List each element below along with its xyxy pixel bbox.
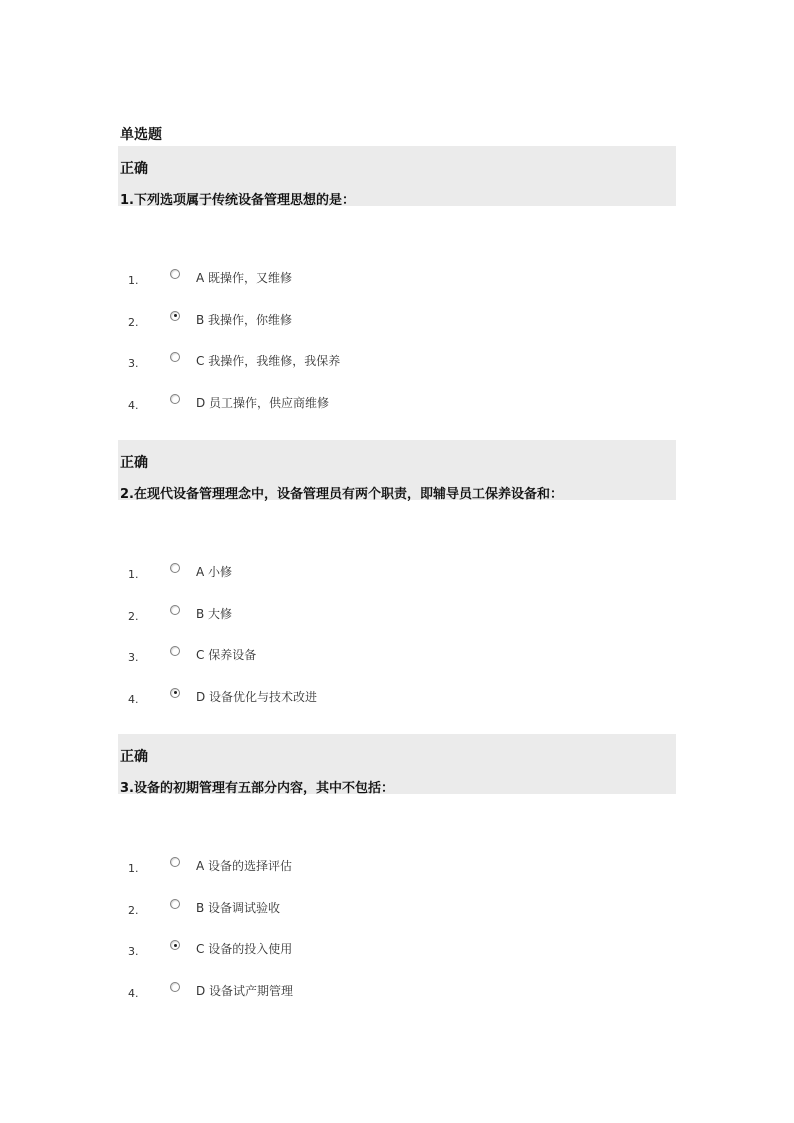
radio-button[interactable]: [170, 857, 180, 867]
option-number: 3.: [128, 945, 139, 958]
option-number: 2.: [128, 315, 139, 329]
option-number: 1.: [128, 862, 139, 875]
option-label: A 设备的选择评估: [196, 859, 293, 873]
radio-button[interactable]: [170, 605, 180, 615]
option-label: D 设备试产期管理: [196, 983, 294, 998]
radio-button[interactable]: [170, 352, 180, 362]
question-header: [118, 734, 676, 794]
option-item[interactable]: [118, 563, 676, 605]
option-item[interactable]: [118, 940, 676, 982]
question-header: [118, 146, 676, 206]
option-label: A 既操作，又维修: [196, 271, 293, 285]
option-label: C 设备的投入使用: [196, 942, 293, 956]
radio-button[interactable]: [170, 646, 180, 656]
answer-status: 正确: [120, 455, 148, 471]
option-label: B 设备调试验收: [196, 900, 281, 915]
option-item[interactable]: [118, 688, 676, 730]
option-list: [118, 563, 676, 729]
question-text: 3.设备的初期管理有五部分内容，其中不包括：: [120, 781, 394, 796]
option-number: 4.: [128, 398, 139, 412]
option-number: 2.: [128, 903, 139, 917]
answer-status: 正确: [120, 161, 148, 177]
question-block-1: [118, 146, 676, 435]
option-item[interactable]: [118, 269, 676, 311]
option-item[interactable]: [118, 605, 676, 647]
radio-button[interactable]: [170, 269, 180, 279]
radio-button-selected[interactable]: [170, 940, 180, 950]
option-item[interactable]: [118, 899, 676, 941]
option-number: 4.: [128, 986, 139, 1000]
option-item[interactable]: [118, 857, 676, 899]
option-number: 4.: [128, 692, 139, 706]
option-list: [118, 857, 676, 1023]
option-item[interactable]: [118, 352, 676, 394]
option-number: 3.: [128, 651, 139, 664]
option-label: A 小修: [196, 565, 233, 579]
radio-button-selected[interactable]: [170, 688, 180, 698]
radio-button-selected[interactable]: [170, 311, 180, 321]
option-number: 3.: [128, 357, 139, 370]
question-text: 1.下列选项属于传统设备管理思想的是：: [120, 193, 355, 208]
option-number: 1.: [128, 274, 139, 287]
option-item[interactable]: [118, 982, 676, 1024]
option-number: 2.: [128, 609, 139, 623]
radio-button[interactable]: [170, 899, 180, 909]
option-label: C 我操作，我维修，我保养: [196, 354, 341, 368]
radio-button[interactable]: [170, 563, 180, 573]
question-block-3: [118, 734, 676, 1023]
radio-button[interactable]: [170, 982, 180, 992]
option-number: 1.: [128, 568, 139, 581]
question-header: [118, 440, 676, 500]
question-text: 2.在现代设备管理理念中，设备管理员有两个职责，即辅导员工保养设备和：: [120, 487, 563, 502]
option-label: C 保养设备: [196, 648, 257, 662]
question-block-2: [118, 440, 676, 729]
option-label: D 设备优化与技术改进: [196, 689, 318, 704]
option-label: B 大修: [196, 606, 233, 621]
option-item[interactable]: [118, 394, 676, 436]
option-label: B 我操作，你维修: [196, 312, 293, 327]
option-label: D 员工操作，供应商维修: [196, 395, 330, 410]
answer-status: 正确: [120, 749, 148, 765]
option-item[interactable]: [118, 646, 676, 688]
option-item[interactable]: [118, 311, 676, 353]
radio-button[interactable]: [170, 394, 180, 404]
section-title: 单选题: [120, 127, 162, 143]
option-list: [118, 269, 676, 435]
